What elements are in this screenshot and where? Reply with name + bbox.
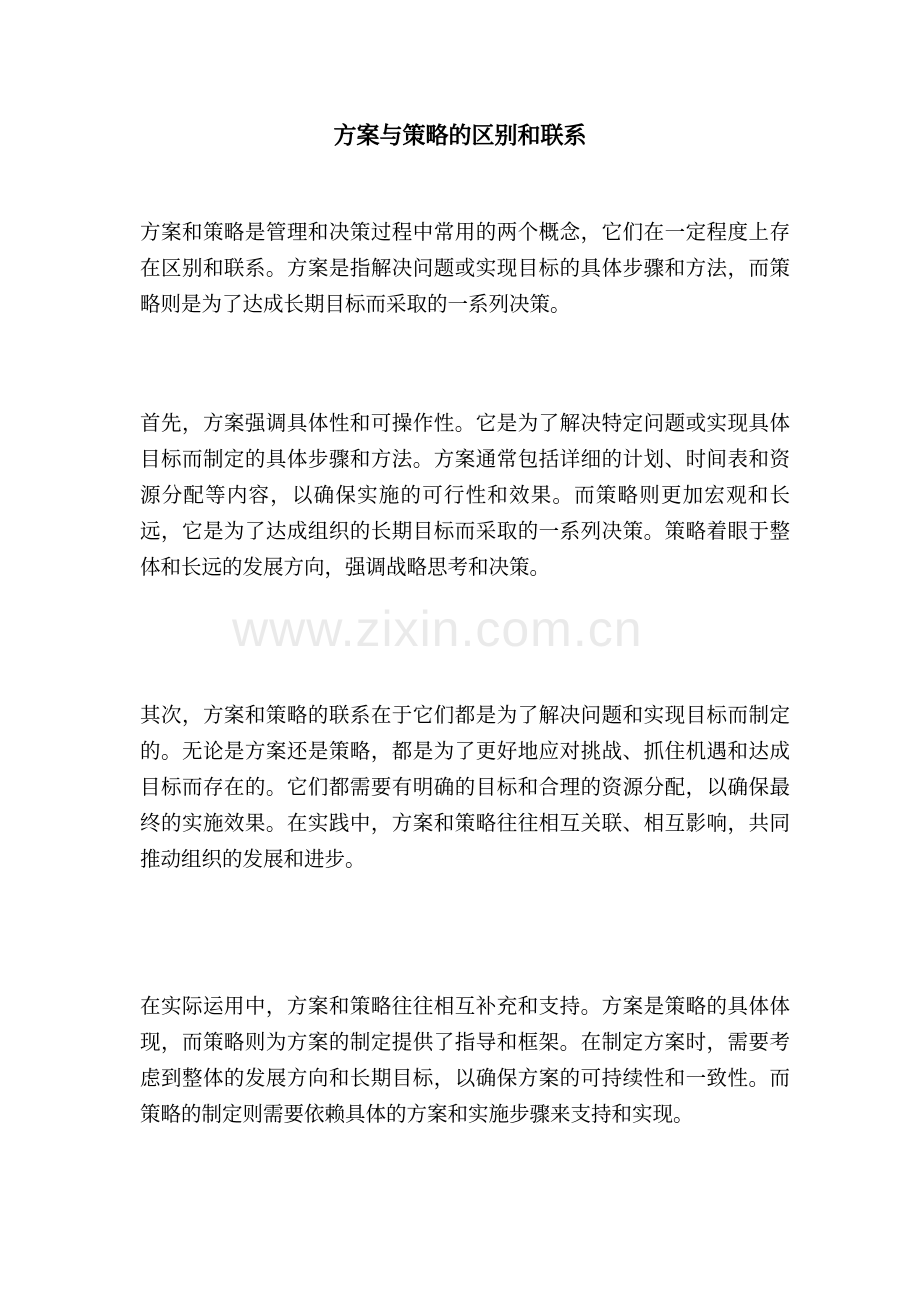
watermark: www.zixin.com.cn bbox=[232, 601, 643, 657]
paragraph-1: 方案和策略是管理和决策过程中常用的两个概念，它们在一定程度上存在区别和联系。方案是指解决问题或实现目标的具体步骤和方法，而策略则是为了达成长期目标而采取的一系列决策。 bbox=[140, 220, 790, 316]
paragraph-3: 其次，方案和策略的联系在于它们都是为了解决问题和实现目标而制定的。无论是方案还是策略，都是为了更好地应对挑战、抓住机遇和达成目标而存在的。它们都需要有明确的目标和合理的资源分配，以确保最终的实施效果。在实践中，方案和策略往往相互关联、相互影响，共同推动组织的发展和进步。 bbox=[140, 703, 790, 871]
paragraph-2: 首先，方案强调具体性和可操作性。它是为了解决特定问题或实现具体目标而制定的具体步骤和方法。方案通常包括详细的计划、时间表和资源分配等内容，以确保实施的可行性和效果。而策略则更加宏观和长远，它是为了达成组织的长期目标而采取的一系列决策。策略着眼于整体和长远的发展方向，强调战略思考和决策。 bbox=[140, 411, 790, 579]
document-title: 方案与策略的区别和联系 bbox=[333, 122, 587, 149]
paragraph-4: 在实际运用中，方案和策略往往相互补充和支持。方案是策略的具体体现，而策略则为方案的制定提供了指导和框架。在制定方案时，需要考虑到整体的发展方向和长期目标，以确保方案的可持续性和一致性。而策略的制定则需要依赖具体的方案和实施步骤来支持和实现。 bbox=[140, 994, 790, 1126]
